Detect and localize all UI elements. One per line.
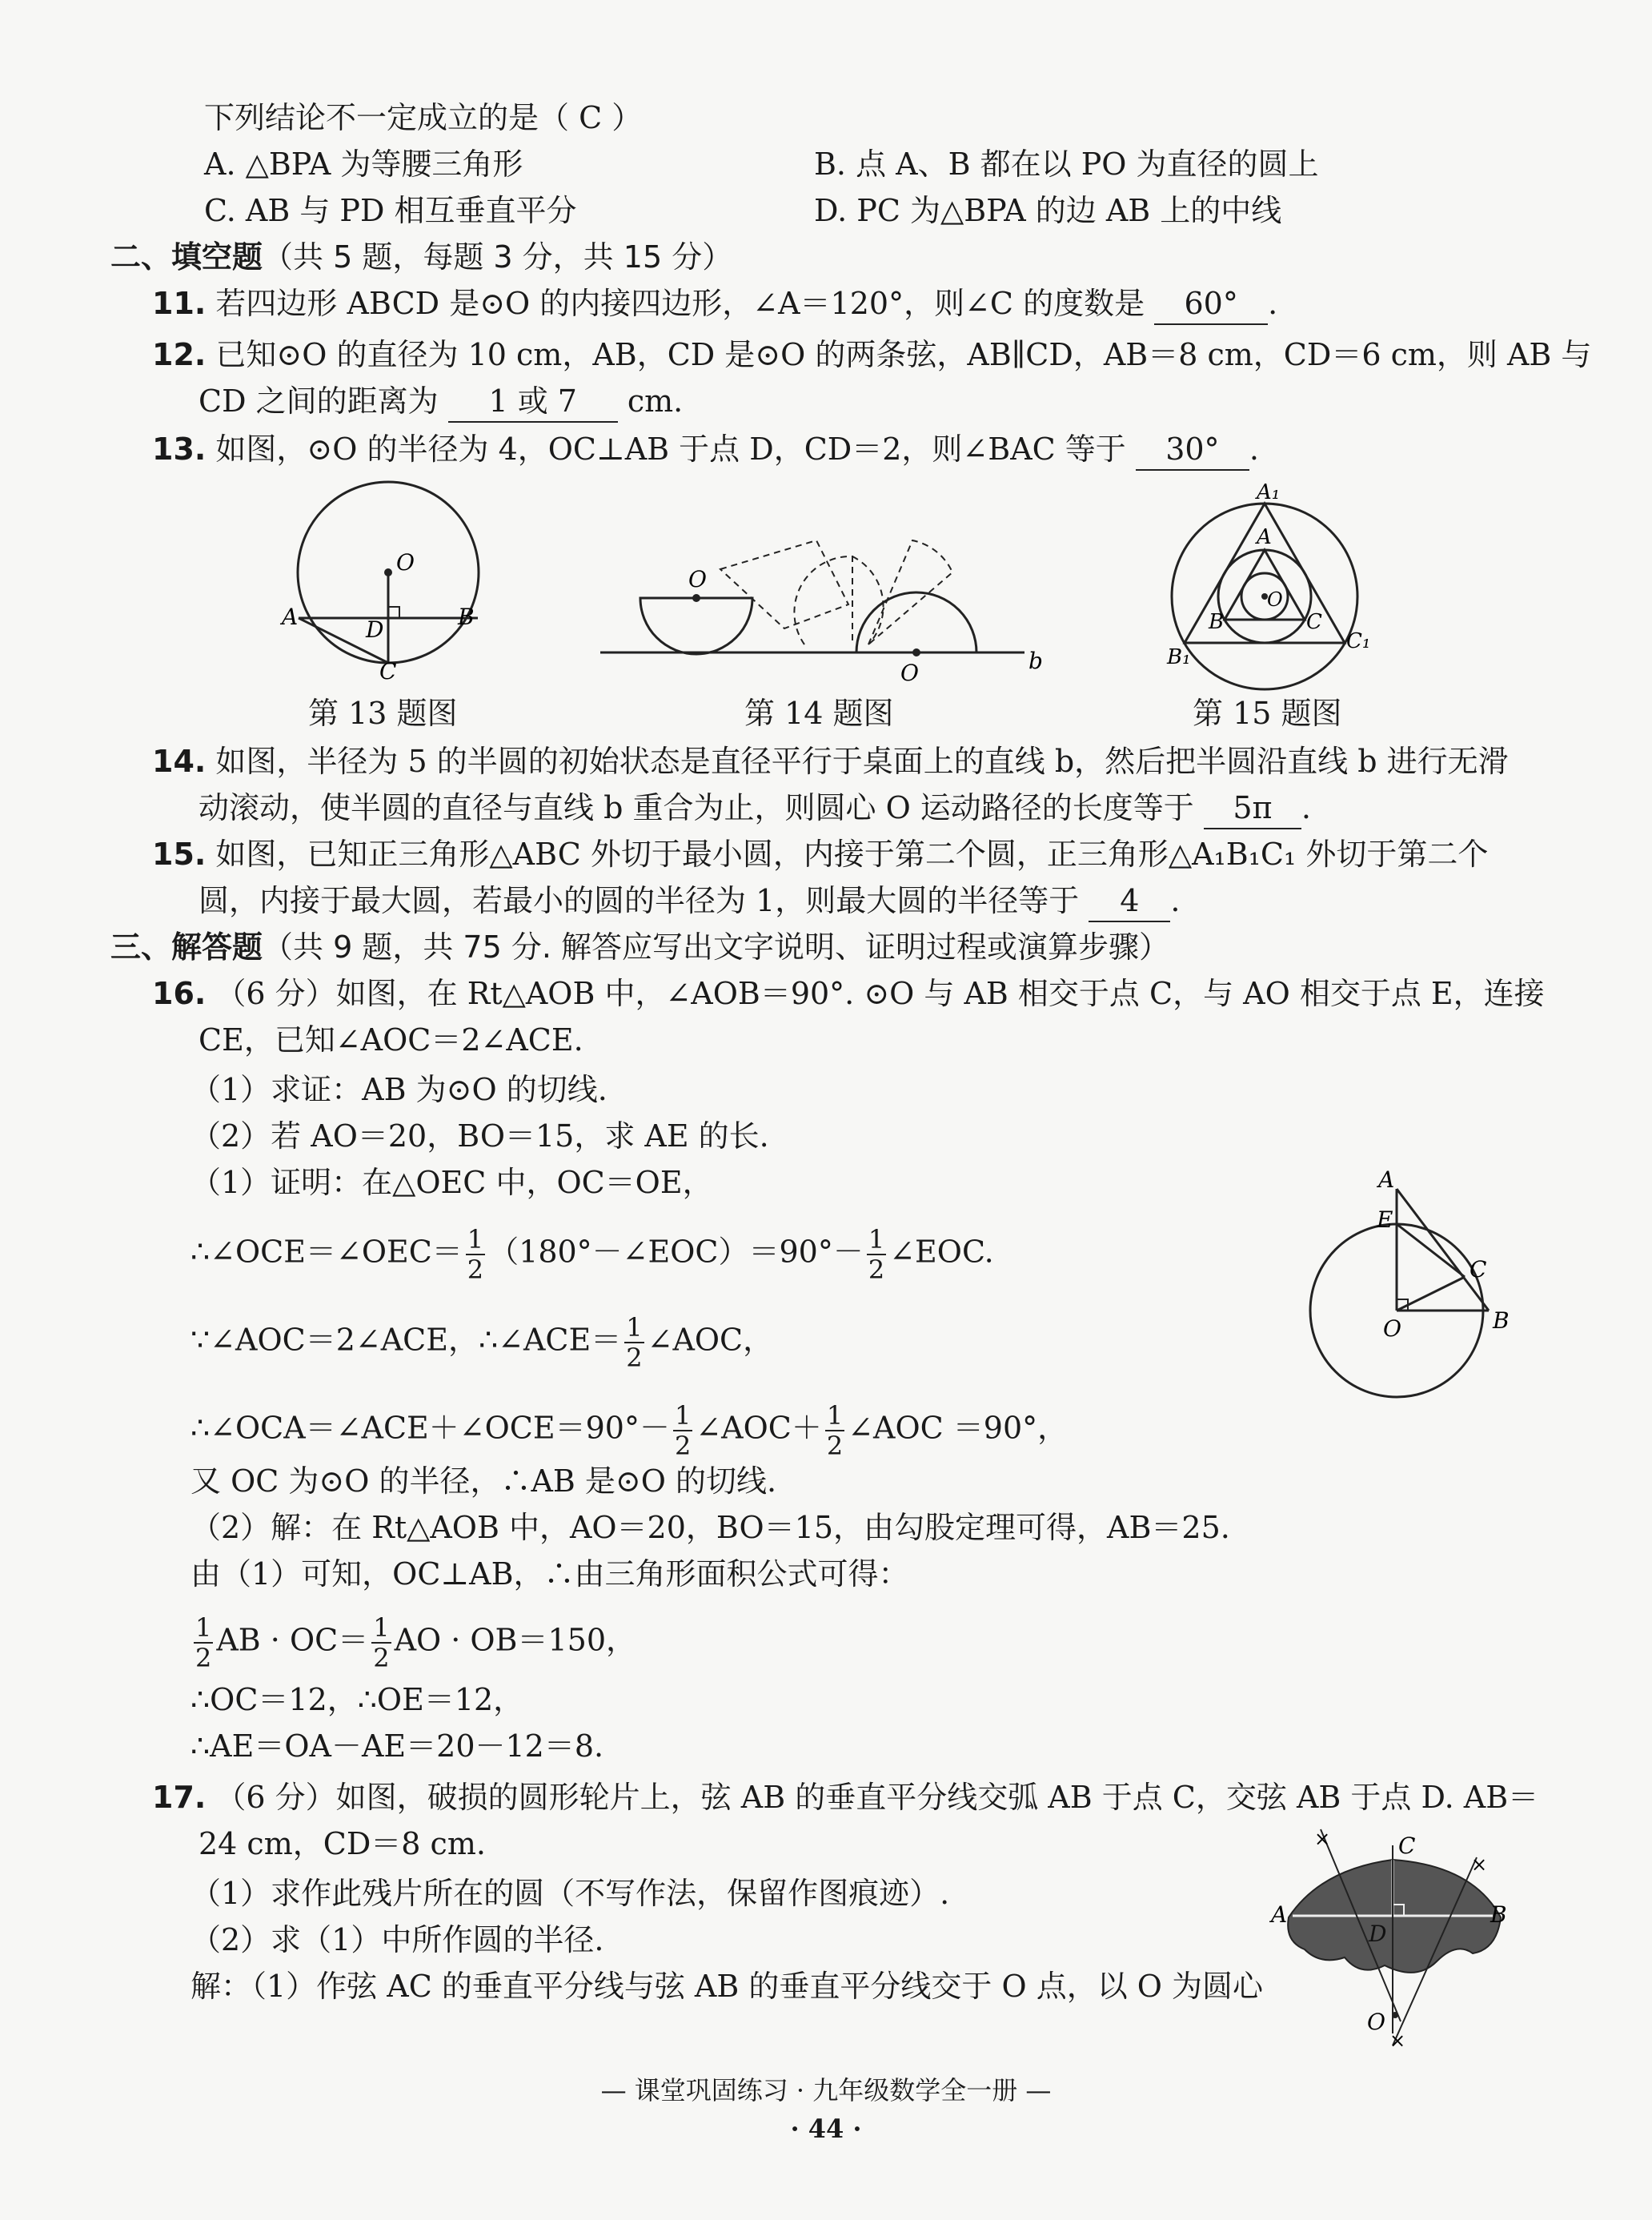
fig13-label-a: A <box>282 604 299 630</box>
figure-15 <box>1153 476 1377 692</box>
fig17-arc-mark: × <box>1389 2029 1406 2052</box>
figure-13 <box>282 480 496 684</box>
q16-solution-10: ∴AE＝OA－AE＝20－12＝8. <box>190 1728 604 1764</box>
q14-text2: 动滚动，使半圆的直径与直线 b 重合为止，则圆心 O 运动路径的长度等于 <box>198 790 1194 825</box>
q17-text: （6 分）如图，破损的圆形轮片上，弦 AB 的垂直平分线交弧 AB 于点 C，交弦 AB 于点 D. AB＝ <box>215 1780 1539 1815</box>
fraction-half: $\frac{1}{2}$ <box>868 1224 885 1285</box>
fig15-label-b1: B₁ <box>1167 645 1191 669</box>
caption-figure-14: 第 14 题图 <box>744 696 894 731</box>
fig14-label-b: b <box>1028 648 1043 674</box>
q12-text: 已知⊙O 的直径为 10 cm，AB，CD 是⊙O 的两条弦，AB∥CD，AB＝8 cm，CD＝6 cm，则 AB 与 <box>215 337 1592 372</box>
q12-answer: 1 或 7 <box>448 381 618 423</box>
q17-part1: （1）求作此残片所在的圆（不写作法，保留作图痕迹）. <box>190 1876 950 1911</box>
q15-text2: 圆，内接于最大圆，若最小的圆的半径为 1，则最大圆的半径等于 <box>198 883 1080 918</box>
q16-solution-7: 由（1）可知，OC⊥AB，∴由三角形面积公式可得： <box>190 1556 909 1592</box>
q15-line2: 圆，内接于最大圆，若最小的圆的半径为 1，则最大圆的半径等于 4 . <box>198 881 1180 922</box>
figure-16 <box>1313 1165 1521 1413</box>
fig14-label-o-final: O <box>900 660 919 686</box>
fraction-half: $\frac{1}{2}$ <box>826 1400 844 1461</box>
q11-text: 若四边形 ABCD 是⊙O 的内接四边形，∠A＝120°，则∠C 的度数是 <box>215 286 1145 321</box>
q16-solution-2b: （180°－∠EOC）＝90°－ <box>488 1234 864 1270</box>
fig17-label-c: C <box>1398 1833 1416 1859</box>
fig13-label-b: B <box>458 604 475 630</box>
q16-solution-1: （1）证明：在△OEC 中，OC＝OE， <box>190 1165 713 1200</box>
fig16-label-c: C <box>1470 1256 1487 1283</box>
fig17-arc-mark: × <box>1314 1828 1331 1850</box>
q16-solution-8b: AO · OB＝150， <box>394 1622 637 1658</box>
page-number: · 44 · <box>790 2114 862 2144</box>
fig17-label-b: B <box>1490 1901 1507 1928</box>
fig15-label-a: A <box>1257 525 1272 549</box>
section-2-title: 二、填空题 <box>110 239 263 275</box>
q16-solution-6: （2）解：在 Rt△AOB 中，AO＝20，BO＝15，由勾股定理可得，AB＝25. <box>190 1510 1230 1545</box>
fig13-label-o: O <box>396 549 415 576</box>
q16-solution-2 <box>190 1225 994 1284</box>
q11: 11. 若四边形 ABCD 是⊙O 的内接四边形，∠A＝120°，则∠C 的度数是 60° . <box>152 283 1277 325</box>
section-3-title: 三、解答题 <box>110 929 263 965</box>
fraction-half: $\frac{1}{2}$ <box>467 1224 484 1285</box>
q16-part2: （2）若 AO＝20，BO＝15，求 AE 的长. <box>190 1118 769 1154</box>
fig15-label-a1: A₁ <box>1257 480 1281 504</box>
q15-text: 如图，已知正三角形△ABC 外切于最小圆，内接于第二个圆，正三角形△A₁B₁C₁ 外切于第二个 <box>215 837 1489 872</box>
q16-text: （6 分）如图，在 Rt△AOB 中，∠AOB＝90°. ⊙O 与 AB 相交于点 C，与 AO 相交于点 E，连接 <box>215 976 1545 1011</box>
fig16-label-e: E <box>1377 1206 1393 1233</box>
q14-answer: 5π <box>1204 788 1301 829</box>
footer-title: — 课堂巩固练习 · 九年级数学全一册 — <box>600 2075 1052 2106</box>
figure-14 <box>592 524 1057 684</box>
fraction-half: $\frac{1}{2}$ <box>626 1312 643 1373</box>
q16-line1 <box>152 974 1545 1014</box>
q17-part2: （2）求（1）中所作圆的半径. <box>190 1922 604 1957</box>
q16-solution-2c: ∠EOC. <box>889 1234 994 1270</box>
q16-solution-2a: ∴∠OCE＝∠OEC＝ <box>190 1234 463 1270</box>
section-2-heading <box>110 237 732 277</box>
q11-answer: 60° <box>1154 283 1268 325</box>
fig17-arc-mark: × <box>1471 1853 1488 1876</box>
fig16-label-a: A <box>1378 1166 1395 1193</box>
caption-figure-13: 第 13 题图 <box>308 696 458 731</box>
q17-text2: 24 cm，CD＝8 cm. <box>198 1826 486 1861</box>
q10-option-d: D. PC 为△BPA 的边 AB 上的中线 <box>814 193 1282 228</box>
fig17-label-o: O <box>1367 2009 1385 2035</box>
q16-solution-4b: ∠AOC＋ <box>696 1410 822 1446</box>
fig17-label-a: A <box>1271 1901 1288 1928</box>
q13-text: 如图，⊙O 的半径为 4，OC⊥AB 于点 D，CD＝2，则∠BAC 等于 <box>215 432 1126 467</box>
fig14-label-o-initial: O <box>688 566 707 592</box>
fraction-half: $\frac{1}{2}$ <box>373 1612 390 1673</box>
fig15-label-c: C <box>1306 610 1322 634</box>
q16-solution-3a: ∵∠AOC＝2∠ACE，∴∠ACE＝ <box>190 1322 622 1358</box>
q12-number: 12. <box>152 337 206 372</box>
q11-number: 11. <box>152 286 206 321</box>
q16-text2: CE，已知∠AOC＝2∠ACE. <box>198 1022 583 1058</box>
fig15-label-b: B <box>1209 610 1225 634</box>
q16-solution-4a: ∴∠OCA＝∠ACE＋∠OCE＝90°－ <box>190 1410 670 1446</box>
q16-solution-8 <box>190 1613 636 1672</box>
q16-solution-9: ∴OC＝12，∴OE＝12， <box>190 1682 524 1717</box>
q13: 13. 如图，⊙O 的半径为 4，OC⊥AB 于点 D，CD＝2，则∠BAC 等于 30° . <box>152 429 1259 471</box>
fig13-label-d: D <box>366 616 384 643</box>
q12-line1 <box>152 335 1591 375</box>
figure-17 <box>1273 1821 1513 2053</box>
section-3-note: （共 9 题，共 75 分. 解答应写出文字说明、证明过程或演算步骤） <box>263 929 1170 965</box>
q16-solution-3b: ∠AOC， <box>647 1322 774 1358</box>
fraction-half: $\frac{1}{2}$ <box>674 1400 692 1461</box>
q14-line1 <box>152 741 1509 781</box>
q12-unit: cm. <box>627 383 684 419</box>
q13-number: 13. <box>152 432 206 467</box>
q16-number: 16. <box>152 976 206 1011</box>
q15-answer: 4 <box>1089 881 1170 922</box>
fig15-label-c1: C₁ <box>1346 629 1371 653</box>
fig16-label-b: B <box>1493 1307 1510 1334</box>
q17-solution-1: 解：（1）作弦 AC 的垂直平分线与弦 AB 的垂直平分线交于 O 点，以 O 为圆心 <box>190 1969 1264 2004</box>
caption-figure-15: 第 15 题图 <box>1193 696 1342 731</box>
fig16-label-o: O <box>1383 1315 1401 1342</box>
q10-option-a: A. △BPA 为等腰三角形 <box>204 147 523 182</box>
fig17-label-d: D <box>1369 1921 1387 1947</box>
q12-text2: CD 之间的距离为 <box>198 383 439 419</box>
q16-solution-4 <box>190 1401 1068 1460</box>
q10-option-b: B. 点 A、B 都在以 PO 为直径的圆上 <box>814 147 1319 182</box>
q15-number: 15. <box>152 837 206 872</box>
q14-line2: 动滚动，使半圆的直径与直线 b 重合为止，则圆心 O 运动路径的长度等于 5π . <box>198 788 1311 829</box>
q12-line2 <box>198 381 683 423</box>
section-2-note: （共 5 题，每题 3 分，共 15 分） <box>263 239 733 275</box>
q17-number: 17. <box>152 1780 206 1815</box>
q16-solution-8a: AB · OC＝ <box>216 1622 369 1658</box>
q10-stem: 下列结论不一定成立的是（ C ） <box>204 100 643 135</box>
q16-solution-3 <box>190 1313 773 1372</box>
q16-part1: （1）求证：AB 为⊙O 的切线. <box>190 1072 607 1107</box>
q17-line1 <box>152 1777 1538 1817</box>
q16-solution-4c: ∠AOC ＝90°， <box>848 1410 1069 1446</box>
q15-line1 <box>152 834 1488 874</box>
q10-option-c: C. AB 与 PD 相互垂直平分 <box>204 193 577 228</box>
fraction-half: $\frac{1}{2}$ <box>195 1612 212 1673</box>
fig13-label-c: C <box>379 658 397 684</box>
section-3-heading <box>110 927 1169 967</box>
q16-solution-5: 又 OC 为⊙O 的半径，∴AB 是⊙O 的切线. <box>190 1463 777 1499</box>
q13-answer: 30° <box>1136 429 1249 471</box>
q14-text: 如图，半径为 5 的半圆的初始状态是直径平行于桌面上的直线 b，然后把半圆沿直线 b 进行无滑 <box>215 744 1509 779</box>
fig15-label-o: O <box>1267 588 1283 611</box>
q14-number: 14. <box>152 744 206 779</box>
